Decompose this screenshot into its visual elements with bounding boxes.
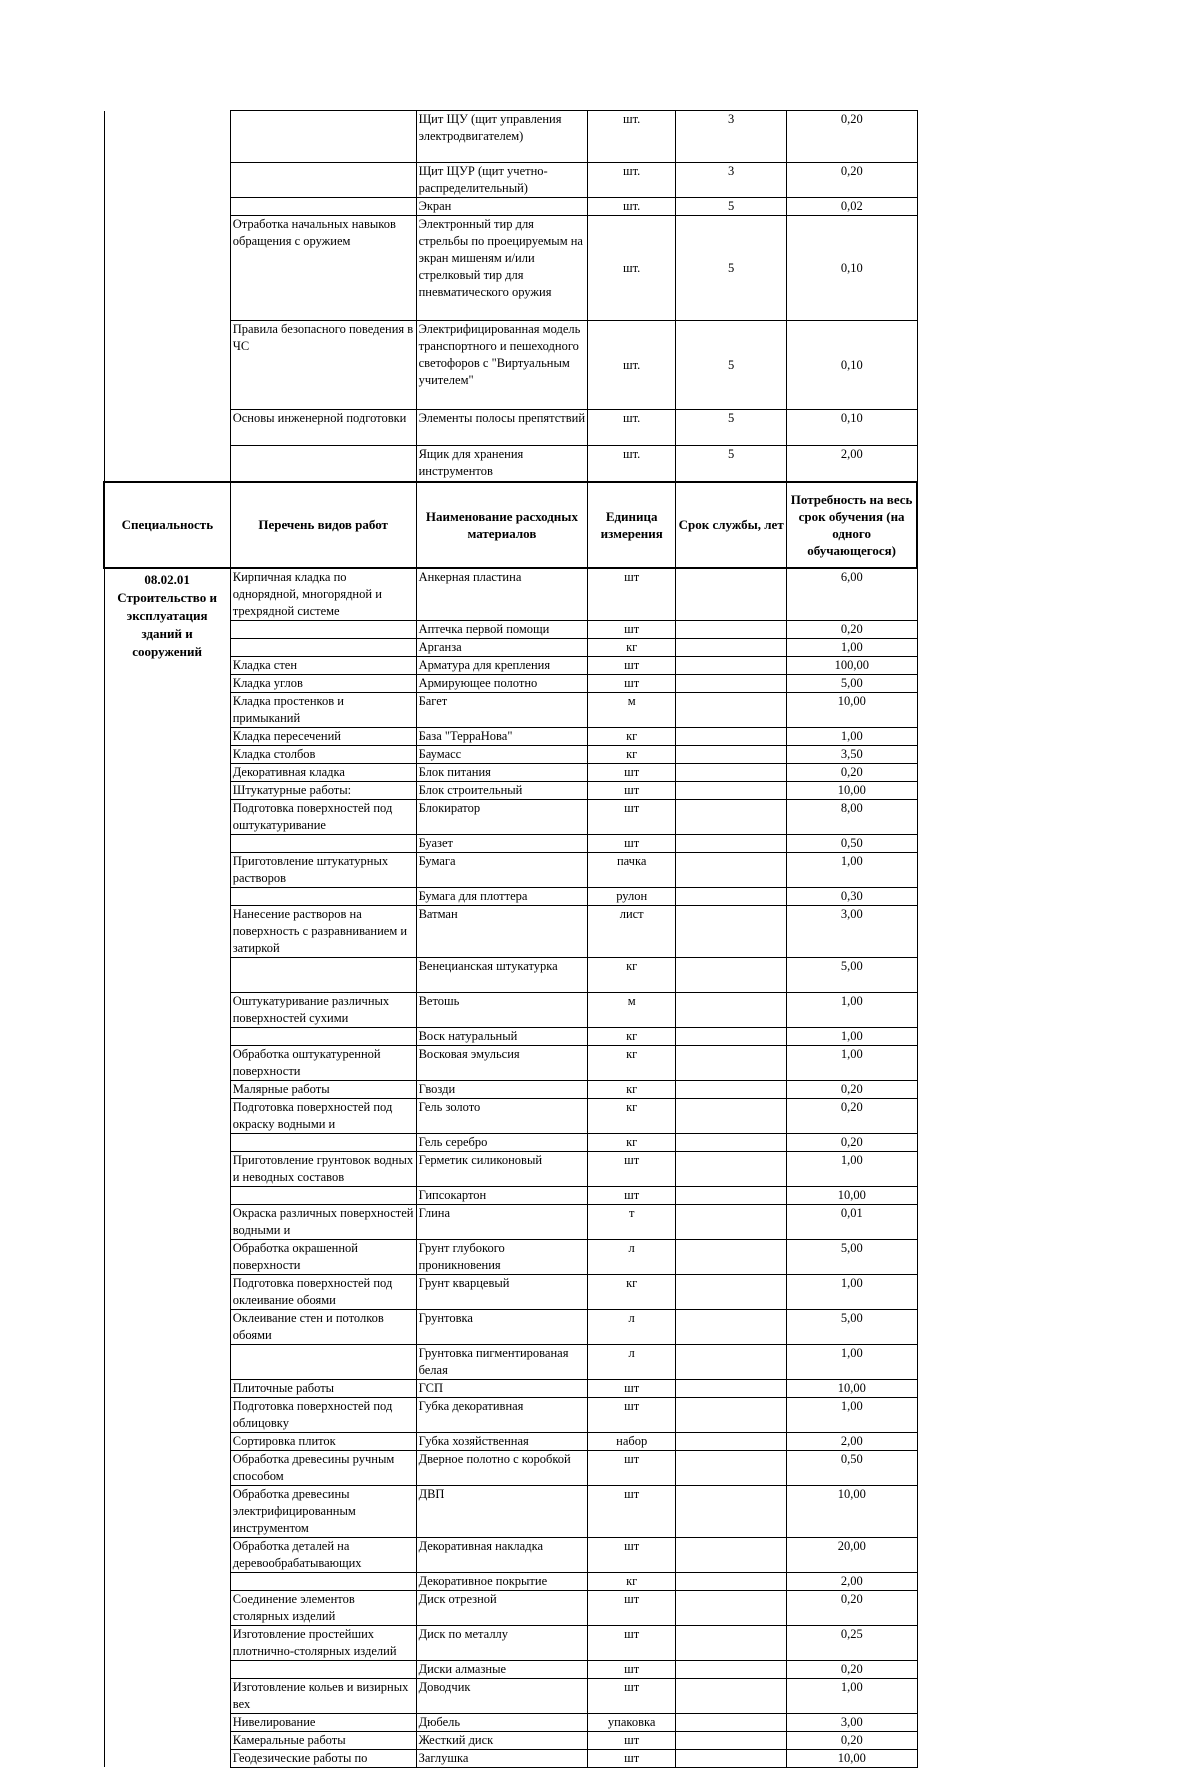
material-cell: Дюбель (416, 1713, 588, 1731)
life-cell: 5 (676, 446, 787, 482)
material-cell: Ящик для хранения инструментов (416, 446, 588, 482)
material-cell: База "ТерраНова" (416, 727, 588, 745)
work-cell: Кладка пересечений (230, 727, 416, 745)
work-cell (230, 1186, 416, 1204)
life-cell (676, 1713, 787, 1731)
life-cell (676, 568, 787, 621)
life-cell (676, 887, 787, 905)
material-cell: Электронный тир для стрельбы по проецируемым на экран мишеням и/или стрелковый тир для пневматического оружия (416, 216, 588, 321)
material-cell: Грунт кварцевый (416, 1274, 588, 1309)
header-service-life: Срок службы, лет (676, 482, 787, 568)
work-cell (230, 163, 416, 198)
life-cell (676, 1133, 787, 1151)
material-cell: Буазет (416, 834, 588, 852)
unit-cell: лист (588, 905, 676, 957)
unit-cell: шт (588, 799, 676, 834)
material-cell: Герметик силиконовый (416, 1151, 588, 1186)
header-requirement: Потребность на весь срок обучения (на одного обучающегося) (787, 482, 917, 568)
material-cell: Багет (416, 692, 588, 727)
material-cell: Электрифицированная модель транспортного и пешеходного светофоров с "Виртуальным учителем" (416, 321, 588, 410)
specialty-cell: 08.02.01 Строительство и эксплуатация зданий и сооружений (104, 568, 230, 1768)
unit-cell: кг (588, 1274, 676, 1309)
life-cell (676, 852, 787, 887)
need-cell: 0,25 (787, 1625, 917, 1660)
life-cell (676, 1678, 787, 1713)
need-cell: 10,00 (787, 692, 917, 727)
unit-cell: т (588, 1204, 676, 1239)
life-cell (676, 1098, 787, 1133)
unit-cell: шт. (588, 410, 676, 446)
work-cell: Правила безопасного поведения в ЧС (230, 321, 416, 410)
work-cell: Сортировка плиток (230, 1432, 416, 1450)
work-cell (230, 957, 416, 992)
life-cell (676, 1274, 787, 1309)
work-cell (230, 1133, 416, 1151)
work-cell: Окраска различных поверхностей водными и (230, 1204, 416, 1239)
unit-cell: шт. (588, 198, 676, 216)
work-cell: Кладка столбов (230, 745, 416, 763)
work-cell: Обработка деталей на деревообрабатывающих (230, 1537, 416, 1572)
life-cell (676, 1239, 787, 1274)
work-cell: Подготовка поверхностей под оклеивание обоями (230, 1274, 416, 1309)
material-cell: Грунтовка пигментированая белая (416, 1344, 588, 1379)
unit-cell: шт (588, 781, 676, 799)
unit-cell: кг (588, 1080, 676, 1098)
material-cell: Диск по металлу (416, 1625, 588, 1660)
life-cell (676, 1186, 787, 1204)
need-cell: 3,00 (787, 1713, 917, 1731)
header-specialty: Специальность (104, 482, 230, 568)
need-cell: 0,20 (787, 1590, 917, 1625)
material-cell: Грунт глубокого проникновения (416, 1239, 588, 1274)
need-cell: 3,50 (787, 745, 917, 763)
work-cell (230, 198, 416, 216)
need-cell: 1,00 (787, 1151, 917, 1186)
need-cell: 0,10 (787, 410, 917, 446)
unit-cell: шт (588, 1678, 676, 1713)
material-cell: Гипсокартон (416, 1186, 588, 1204)
material-cell: Губка хозяйственная (416, 1432, 588, 1450)
unit-cell: шт (588, 656, 676, 674)
unit-cell: кг (588, 1045, 676, 1080)
work-cell: Обработка оштукатуренной поверхности (230, 1045, 416, 1080)
table-row (104, 568, 917, 621)
life-cell (676, 799, 787, 834)
unit-cell: л (588, 1309, 676, 1344)
unit-cell: шт (588, 620, 676, 638)
work-cell: Обработка древесины электрифицированным инструментом (230, 1485, 416, 1537)
material-cell: Бумага (416, 852, 588, 887)
unit-cell: кг (588, 1027, 676, 1045)
work-cell (230, 638, 416, 656)
unit-cell: кг (588, 1098, 676, 1133)
life-cell: 3 (676, 163, 787, 198)
unit-cell: шт. (588, 163, 676, 198)
need-cell: 3,00 (787, 905, 917, 957)
life-cell (676, 1344, 787, 1379)
spec-cell-empty (104, 111, 230, 482)
unit-cell: м (588, 692, 676, 727)
material-cell: Восковая эмульсия (416, 1045, 588, 1080)
material-cell: Гвозди (416, 1080, 588, 1098)
need-cell: 1,00 (787, 992, 917, 1027)
need-cell: 1,00 (787, 1344, 917, 1379)
life-cell (676, 1450, 787, 1485)
need-cell: 1,00 (787, 1274, 917, 1309)
unit-cell: кг (588, 957, 676, 992)
unit-cell: рулон (588, 887, 676, 905)
life-cell (676, 1749, 787, 1767)
unit-cell: шт. (588, 216, 676, 321)
unit-cell: шт (588, 1625, 676, 1660)
material-cell: Ветошь (416, 992, 588, 1027)
work-cell: Соединение элементов столярных изделий (230, 1590, 416, 1625)
need-cell: 0,20 (787, 1660, 917, 1678)
life-cell (676, 1731, 787, 1749)
work-cell: Оштукатуривание различных поверхностей сухими (230, 992, 416, 1027)
unit-cell: шт (588, 1537, 676, 1572)
life-cell (676, 1080, 787, 1098)
unit-cell: шт (588, 1749, 676, 1767)
material-cell: Арганза (416, 638, 588, 656)
material-cell: Жесткий диск (416, 1731, 588, 1749)
unit-cell: шт (588, 834, 676, 852)
need-cell: 0,01 (787, 1204, 917, 1239)
work-cell: Оклеивание стен и потолков обоями (230, 1309, 416, 1344)
unit-cell: шт. (588, 111, 676, 163)
life-cell (676, 1027, 787, 1045)
unit-cell: шт (588, 1450, 676, 1485)
material-cell: Дверное полотно с коробкой (416, 1450, 588, 1485)
work-cell: Приготовление грунтовок водных и неводных составов (230, 1151, 416, 1186)
need-cell: 0,02 (787, 198, 917, 216)
unit-cell: кг (588, 1572, 676, 1590)
unit-cell: шт (588, 1186, 676, 1204)
work-cell (230, 111, 416, 163)
need-cell: 10,00 (787, 1379, 917, 1397)
unit-cell: кг (588, 745, 676, 763)
need-cell: 10,00 (787, 1485, 917, 1537)
need-cell: 10,00 (787, 1749, 917, 1767)
header-material-name: Наименование расходных материалов (416, 482, 588, 568)
work-cell (230, 1027, 416, 1045)
life-cell (676, 1537, 787, 1572)
need-cell: 0,20 (787, 1731, 917, 1749)
work-cell (230, 446, 416, 482)
material-cell: Аптечка первой помощи (416, 620, 588, 638)
unit-cell: пачка (588, 852, 676, 887)
unit-cell: кг (588, 727, 676, 745)
material-cell: ДВП (416, 1485, 588, 1537)
unit-cell: шт (588, 1660, 676, 1678)
need-cell: 1,00 (787, 852, 917, 887)
work-cell: Подготовка поверхностей под облицовку (230, 1397, 416, 1432)
material-cell: Экран (416, 198, 588, 216)
unit-cell: шт. (588, 446, 676, 482)
work-cell: Отработка начальных навыков обращения с оружием (230, 216, 416, 321)
header-unit: Единица измерения (588, 482, 676, 568)
life-cell (676, 905, 787, 957)
material-cell: Декоративное покрытие (416, 1572, 588, 1590)
need-cell: 0,20 (787, 1098, 917, 1133)
unit-cell: кг (588, 638, 676, 656)
life-cell (676, 638, 787, 656)
unit-cell: м (588, 992, 676, 1027)
work-cell: Изготовление простейших плотнично-столярных изделий (230, 1625, 416, 1660)
need-cell: 2,00 (787, 1432, 917, 1450)
work-cell (230, 834, 416, 852)
need-cell: 1,00 (787, 1678, 917, 1713)
life-cell (676, 834, 787, 852)
work-cell: Декоративная кладка (230, 763, 416, 781)
material-cell: Блокиратор (416, 799, 588, 834)
unit-cell: шт (588, 1379, 676, 1397)
work-cell: Штукатурные работы: (230, 781, 416, 799)
work-cell: Геодезические работы по (230, 1749, 416, 1767)
unit-cell: шт (588, 1397, 676, 1432)
need-cell: 2,00 (787, 1572, 917, 1590)
work-cell (230, 1344, 416, 1379)
unit-cell: набор (588, 1432, 676, 1450)
material-cell: Блок строительный (416, 781, 588, 799)
need-cell: 10,00 (787, 1186, 917, 1204)
work-cell (230, 1660, 416, 1678)
unit-cell: шт (588, 674, 676, 692)
life-cell (676, 1590, 787, 1625)
material-cell: Бумага для плоттера (416, 887, 588, 905)
materials-table (103, 110, 918, 1768)
work-cell: Основы инженерной подготовки (230, 410, 416, 446)
life-cell (676, 1151, 787, 1186)
need-cell: 0,20 (787, 163, 917, 198)
need-cell: 0,20 (787, 1080, 917, 1098)
need-cell: 10,00 (787, 781, 917, 799)
material-cell: Доводчик (416, 1678, 588, 1713)
life-cell (676, 992, 787, 1027)
life-cell (676, 763, 787, 781)
material-cell: Арматура для крепления (416, 656, 588, 674)
work-cell: Кладка углов (230, 674, 416, 692)
work-cell: Плиточные работы (230, 1379, 416, 1397)
need-cell: 0,30 (787, 887, 917, 905)
need-cell: 1,00 (787, 727, 917, 745)
life-cell (676, 620, 787, 638)
need-cell: 0,50 (787, 834, 917, 852)
life-cell: 5 (676, 216, 787, 321)
material-cell: Гель серебро (416, 1133, 588, 1151)
life-cell (676, 1379, 787, 1397)
need-cell: 5,00 (787, 957, 917, 992)
table-header-row (104, 482, 917, 568)
life-cell (676, 745, 787, 763)
need-cell: 5,00 (787, 1309, 917, 1344)
unit-cell: шт. (588, 321, 676, 410)
material-cell: Щит ЩУР (щит учетно-распределительный) (416, 163, 588, 198)
work-cell (230, 1572, 416, 1590)
material-cell: ГСП (416, 1379, 588, 1397)
unit-cell: шт (588, 1151, 676, 1186)
material-cell: Щит ЩУ (щит управления электродвигателем) (416, 111, 588, 163)
need-cell: 6,00 (787, 568, 917, 621)
work-cell: Кладка простенков и примыканий (230, 692, 416, 727)
life-cell (676, 727, 787, 745)
work-cell: Кирпичная кладка по однорядной, многорядной и трехрядной системе (230, 568, 416, 621)
unit-cell: кг (588, 1133, 676, 1151)
life-cell: 5 (676, 321, 787, 410)
need-cell: 20,00 (787, 1537, 917, 1572)
material-cell: Блок питания (416, 763, 588, 781)
life-cell (676, 781, 787, 799)
life-cell: 5 (676, 198, 787, 216)
material-cell: Баумасс (416, 745, 588, 763)
material-cell: Губка декоративная (416, 1397, 588, 1432)
life-cell (676, 692, 787, 727)
need-cell: 1,00 (787, 1045, 917, 1080)
material-cell: Армирующее полотно (416, 674, 588, 692)
life-cell (676, 1572, 787, 1590)
need-cell: 5,00 (787, 674, 917, 692)
need-cell: 0,20 (787, 111, 917, 163)
life-cell (676, 656, 787, 674)
material-cell: Гель золото (416, 1098, 588, 1133)
need-cell: 5,00 (787, 1239, 917, 1274)
material-cell: Глина (416, 1204, 588, 1239)
material-cell: Диски алмазные (416, 1660, 588, 1678)
header-work-types: Перечень видов работ (230, 482, 416, 568)
material-cell: Венецианская штукатурка (416, 957, 588, 992)
need-cell: 0,20 (787, 1133, 917, 1151)
life-cell (676, 1045, 787, 1080)
material-cell: Грунтовка (416, 1309, 588, 1344)
need-cell: 1,00 (787, 638, 917, 656)
work-cell: Приготовление штукатурных растворов (230, 852, 416, 887)
work-cell: Обработка окрашенной поверхности (230, 1239, 416, 1274)
unit-cell: шт (588, 1590, 676, 1625)
unit-cell: шт (588, 763, 676, 781)
work-cell: Подготовка поверхностей под окраску водными и (230, 1098, 416, 1133)
unit-cell: шт (588, 1485, 676, 1537)
work-cell: Нанесение растворов на поверхность с разравниванием и затиркой (230, 905, 416, 957)
material-cell: Заглушка (416, 1749, 588, 1767)
material-cell: Анкерная пластина (416, 568, 588, 621)
work-cell (230, 887, 416, 905)
need-cell: 0,20 (787, 620, 917, 638)
need-cell: 8,00 (787, 799, 917, 834)
need-cell: 1,00 (787, 1027, 917, 1045)
life-cell: 5 (676, 410, 787, 446)
work-cell: Обработка древесины ручным способом (230, 1450, 416, 1485)
need-cell: 2,00 (787, 446, 917, 482)
material-cell: Диск отрезной (416, 1590, 588, 1625)
unit-cell: л (588, 1239, 676, 1274)
life-cell (676, 1625, 787, 1660)
material-cell: Ватман (416, 905, 588, 957)
work-cell: Камеральные работы (230, 1731, 416, 1749)
life-cell: 3 (676, 111, 787, 163)
material-cell: Элементы полосы препятствий (416, 410, 588, 446)
life-cell (676, 1485, 787, 1537)
work-cell: Изготовление кольев и визирных вех (230, 1678, 416, 1713)
life-cell (676, 957, 787, 992)
life-cell (676, 1309, 787, 1344)
life-cell (676, 1204, 787, 1239)
life-cell (676, 1432, 787, 1450)
work-cell: Кладка стен (230, 656, 416, 674)
life-cell (676, 1660, 787, 1678)
unit-cell: шт (588, 1731, 676, 1749)
need-cell: 100,00 (787, 656, 917, 674)
life-cell (676, 674, 787, 692)
table-row (104, 111, 917, 163)
need-cell: 1,00 (787, 1397, 917, 1432)
need-cell: 0,50 (787, 1450, 917, 1485)
materials-table-sheet (103, 110, 918, 1768)
unit-cell: шт (588, 568, 676, 621)
need-cell: 0,10 (787, 216, 917, 321)
material-cell: Декоративная накладка (416, 1537, 588, 1572)
need-cell: 0,20 (787, 763, 917, 781)
material-cell: Воск натуральный (416, 1027, 588, 1045)
work-cell: Нивелирование (230, 1713, 416, 1731)
work-cell: Подготовка поверхностей под оштукатуривание (230, 799, 416, 834)
need-cell: 0,10 (787, 321, 917, 410)
unit-cell: л (588, 1344, 676, 1379)
unit-cell: упаковка (588, 1713, 676, 1731)
work-cell (230, 620, 416, 638)
life-cell (676, 1397, 787, 1432)
work-cell: Малярные работы (230, 1080, 416, 1098)
